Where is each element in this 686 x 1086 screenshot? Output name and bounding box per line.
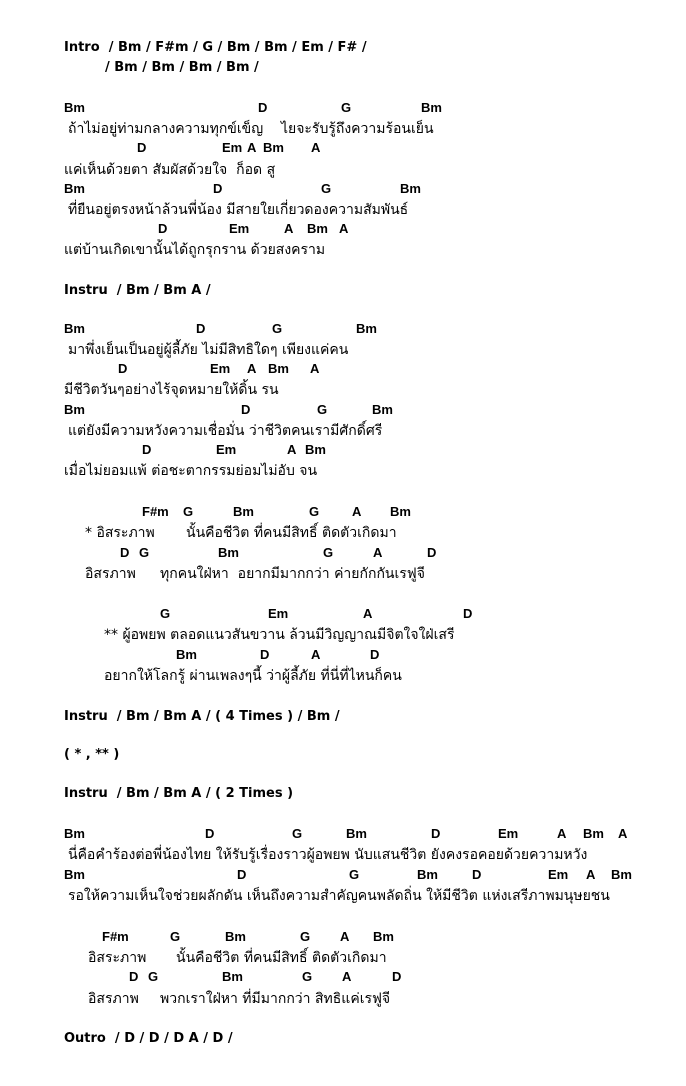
chord: Bm [225,929,246,944]
chord: A [284,221,294,236]
lyric-text: มาพึ่งเย็นเป็นอยู่ผู้ลี้ภัย ไม่มีสิทธิใดๆ เพียงแค่คน [68,342,349,358]
chord: A [287,442,297,457]
chord: D [370,647,380,662]
chord: Bm [346,826,367,841]
chord: A [373,545,383,560]
chord: Bm [64,181,85,196]
chord: Bm [64,826,85,841]
lyric-text: มีชีวิตวันๆอย่างไร้จุดหมายให้ดิ้น รน [64,382,279,398]
chord: Em [210,361,231,376]
chord: Em [548,867,569,882]
chord: D [472,867,482,882]
chord: G [148,969,159,984]
lyric-text: ถ้าไม่อยู่ท่ามกลางความทุกข์เข็ญ ไยจะรับรู้ถึงความร้อนเย็น [68,121,434,137]
lyric-text: * อิสระภาพ [85,525,155,541]
lyric-text: อิสรภาพ [85,566,136,582]
chord: Bm [611,867,632,882]
chord: A [340,929,350,944]
chord: A [342,969,352,984]
chord: A [247,140,257,155]
lyric-text: ที่ยืนอยู่ตรงหน้าล้วนพี่น้อง มีสายใยเกี่ยวดองความสัมพันธ์ [68,202,409,218]
chord: D [237,867,247,882]
chord: A [557,826,567,841]
lyric-text: แค่เห็นด้วยตา สัมผัสด้วยใจ ก็อด สู [64,162,276,178]
chord: Bm [307,221,328,236]
lyric-text: พวกเราใฝ่หา ที่มีมากกว่า สิทธิแค่เรฟูจี [160,991,391,1007]
chord: Em [216,442,237,457]
chord: Bm [64,402,85,417]
chord: Bm [176,647,197,662]
chord: A [311,647,321,662]
chord: Bm [400,181,421,196]
lyric-text: รอให้ความเห็นใจช่วยผลักดัน เห็นถึงความสำคัญคนพลัดถิ่น ให้มีชีวิต แห่งเสรีภาพมนุษยชน [68,888,610,904]
chord: D [205,826,215,841]
chord: Em [498,826,519,841]
chord: F#m [142,504,169,519]
chord: D [196,321,206,336]
chord: Bm [218,545,239,560]
lyric-text: นี่คือคำร้องต่อพี่น้องไทย ให้รับรู้เรื่องราวผู้อพยพ นับแสนชีวิต ยังคงรอคอยด้วยความหวัง [68,847,588,863]
chord: D [158,221,168,236]
chord: A [586,867,596,882]
chord: A [310,361,320,376]
chord: Bm [373,929,394,944]
chord: D [431,826,441,841]
section-label: Instru / Bm / Bm A / [64,283,211,298]
chord: Bm [222,969,243,984]
lyric-text: อยากให้โลกรู้ ผ่านเพลงๆนี้ ว่าผู้ลี้ภัย ที่นี่ที่ไหนก็คน [104,668,402,684]
chord: D [142,442,152,457]
chord: Bm [233,504,254,519]
chord: D [129,969,139,984]
chord: Bm [64,867,85,882]
chord: Bm [421,100,442,115]
chord: D [258,100,268,115]
chord: G [170,929,181,944]
chord: A [352,504,362,519]
chord: A [618,826,628,841]
chord: Bm [64,100,85,115]
chord: G [292,826,303,841]
chord: D [260,647,270,662]
chord: D [427,545,437,560]
chord: D [213,181,223,196]
chord: G [341,100,352,115]
lyric-text: นั้นคือชีวิต ที่คนมีสิทธิ์ ติดตัวเกิดมา [176,950,387,966]
lyric-text: ** ผู้อพยพ ตลอดแนวสันขวาน ล้วนมีวิญญาณมีจิตใจใฝ่เสรี [104,627,455,643]
chord: G [300,929,311,944]
chord: D [137,140,147,155]
chord: Bm [263,140,284,155]
chord: Bm [305,442,326,457]
lyric-text: แต่บ้านเกิดเขานั้นได้ถูกรุกราน ด้วยสงคราม [64,242,326,258]
section-label: Instru / Bm / Bm A / ( 4 Times ) / Bm / [64,709,340,724]
chord: D [118,361,128,376]
chord: Bm [64,321,85,336]
chord: G [160,606,171,621]
lyric-text: เมื่อไม่ยอมแพ้ ต่อชะตากรรมย่อมไม่อับ จน [64,463,318,479]
section-label: ( * , ** ) [64,747,120,762]
chord: Bm [417,867,438,882]
chord: D [241,402,251,417]
chord: Em [222,140,243,155]
lyric-text: นั้นคือชีวิต ที่คนมีสิทธิ์ ติดตัวเกิดมา [186,525,397,541]
chord: A [311,140,321,155]
chord: F#m [102,929,129,944]
section-label: Outro / D / D / D A / D / [64,1031,233,1046]
chord: Bm [583,826,604,841]
chord: G [309,504,320,519]
chord: G [321,181,332,196]
chord: A [339,221,349,236]
lyric-text: ทุกคนใฝ่หา อยากมีมากกว่า ค่ายกักกันเรฟูจี [160,566,425,582]
chord: G [183,504,194,519]
lyric-text: อิสระภาพ [88,950,147,966]
section-label: Instru / Bm / Bm A / ( 2 Times ) [64,786,294,801]
chord: Em [229,221,250,236]
chord: G [317,402,328,417]
chord: Bm [356,321,377,336]
chord: G [323,545,334,560]
chord: Em [268,606,289,621]
section-label: / Bm / Bm / Bm / Bm / [105,60,259,75]
section-label: Intro / Bm / F#m / G / Bm / Bm / Em / F# / [64,40,367,55]
chord: Bm [268,361,289,376]
chord: G [302,969,313,984]
chord: A [247,361,257,376]
chord: D [120,545,130,560]
chord: D [463,606,473,621]
lyric-text: แต่ยังมีความหวังความเชื่อมั่น ว่าชีวิตคนเรามีศักดิ์ศรี [68,423,383,439]
chord: G [139,545,150,560]
chord: G [272,321,283,336]
chord: D [392,969,402,984]
chord: A [363,606,373,621]
chord: Bm [390,504,411,519]
chord: Bm [372,402,393,417]
lyric-text: อิสรภาพ [88,991,139,1007]
chord: G [349,867,360,882]
